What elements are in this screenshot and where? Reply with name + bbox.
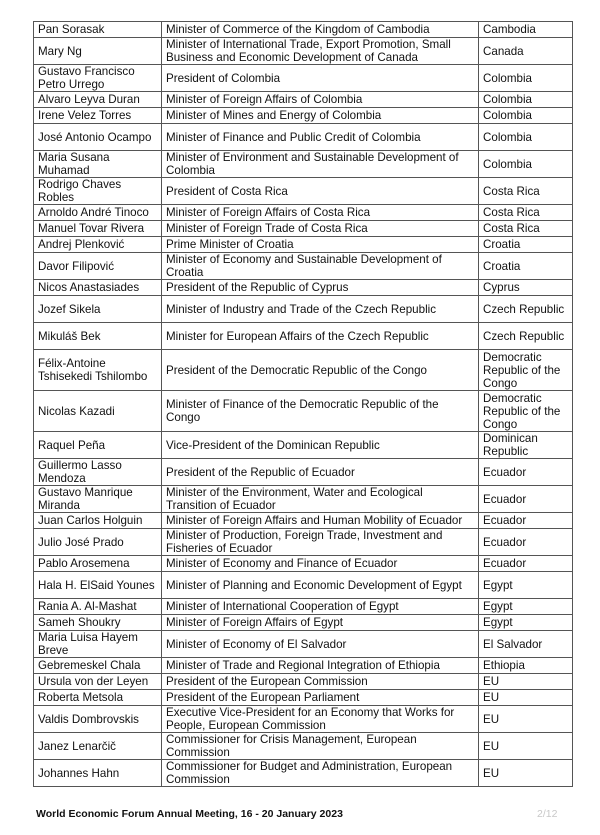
- table-row: [34, 631, 573, 658]
- attendee-country: Czech Republic: [479, 296, 573, 323]
- table-row: [34, 513, 573, 529]
- attendee-country: Czech Republic: [479, 323, 573, 350]
- attendee-role: Minister of Economy of El Salvador: [162, 631, 479, 658]
- attendee-name: Pan Sorasak: [34, 22, 162, 38]
- attendee-name: Arnoldo André Tinoco: [34, 205, 162, 221]
- attendee-country: Ecuador: [479, 556, 573, 572]
- attendee-role: Commissioner for Budget and Administration, European Commission: [162, 760, 479, 787]
- attendee-name: Mary Ng: [34, 38, 162, 65]
- attendee-role: Minister for European Affairs of the Czech Republic: [162, 323, 479, 350]
- attendee-country: Democratic Republic of the Congo: [479, 350, 573, 391]
- table-row: [34, 529, 573, 556]
- attendee-country: El Salvador: [479, 631, 573, 658]
- attendee-role: President of the Republic of Cyprus: [162, 280, 479, 296]
- attendee-name: Maria Susana Muhamad: [34, 151, 162, 178]
- table-row: [34, 65, 573, 92]
- attendee-role: President of the Republic of Ecuador: [162, 459, 479, 486]
- table-row: [34, 280, 573, 296]
- attendee-name: Nicos Anastasiades: [34, 280, 162, 296]
- table-row: [34, 205, 573, 221]
- attendee-name: José Antonio Ocampo: [34, 124, 162, 151]
- attendee-country: Colombia: [479, 65, 573, 92]
- attendee-country: Egypt: [479, 572, 573, 599]
- attendee-country: Colombia: [479, 151, 573, 178]
- table-row: [34, 690, 573, 706]
- attendee-name: Ursula von der Leyen: [34, 674, 162, 690]
- footer-title: World Economic Forum Annual Meeting, 16 - 20 January 2023: [36, 808, 343, 820]
- table-row: [34, 658, 573, 674]
- attendee-country: Colombia: [479, 92, 573, 108]
- table-row: [34, 221, 573, 237]
- attendee-role: Minister of Foreign Affairs and Human Mobility of Ecuador: [162, 513, 479, 529]
- attendee-role: Minister of Industry and Trade of the Czech Republic: [162, 296, 479, 323]
- table-row: [34, 674, 573, 690]
- attendees-table: [33, 21, 573, 787]
- table-row: [34, 323, 573, 350]
- attendee-country: Ecuador: [479, 513, 573, 529]
- table-row: [34, 391, 573, 432]
- attendee-name: Guillermo Lasso Mendoza: [34, 459, 162, 486]
- attendee-country: Egypt: [479, 599, 573, 615]
- attendee-role: Minister of International Cooperation of Egypt: [162, 599, 479, 615]
- table-row: [34, 296, 573, 323]
- attendee-country: Colombia: [479, 108, 573, 124]
- attendee-name: Mikuláš Bek: [34, 323, 162, 350]
- attendee-role: Minister of Foreign Affairs of Egypt: [162, 615, 479, 631]
- attendee-role: President of Colombia: [162, 65, 479, 92]
- attendee-name: Johannes Hahn: [34, 760, 162, 787]
- attendee-role: Vice-President of the Dominican Republic: [162, 432, 479, 459]
- table-row: [34, 253, 573, 280]
- attendee-role: Minister of International Trade, Export Promotion, Small Business and Economic Development of Canada: [162, 38, 479, 65]
- attendee-role: Minister of Economy and Sustainable Development of Croatia: [162, 253, 479, 280]
- attendee-name: Alvaro Leyva Duran: [34, 92, 162, 108]
- table-row: [34, 108, 573, 124]
- attendee-role: Minister of Finance of the Democratic Republic of the Congo: [162, 391, 479, 432]
- attendee-role: Minister of the Environment, Water and Ecological Transition of Ecuador: [162, 486, 479, 513]
- attendee-country: Canada: [479, 38, 573, 65]
- attendee-name: Félix-Antoine Tshisekedi Tshilombo: [34, 350, 162, 391]
- attendee-name: Gustavo Francisco Petro Urrego: [34, 65, 162, 92]
- attendee-role: Commissioner for Crisis Management, European Commission: [162, 733, 479, 760]
- attendee-role: Minister of Planning and Economic Development of Egypt: [162, 572, 479, 599]
- attendee-role: Minister of Mines and Energy of Colombia: [162, 108, 479, 124]
- attendee-name: Roberta Metsola: [34, 690, 162, 706]
- attendee-role: Minister of Foreign Affairs of Costa Rica: [162, 205, 479, 221]
- attendee-name: Manuel Tovar Rivera: [34, 221, 162, 237]
- attendee-country: Dominican Republic: [479, 432, 573, 459]
- attendee-role: Minister of Environment and Sustainable Development of Colombia: [162, 151, 479, 178]
- table-row: [34, 459, 573, 486]
- table-row: [34, 22, 573, 38]
- table-row: [34, 733, 573, 760]
- attendee-role: Minister of Foreign Affairs of Colombia: [162, 92, 479, 108]
- table-row: [34, 486, 573, 513]
- attendee-name: Gebremeskel Chala: [34, 658, 162, 674]
- attendee-country: EU: [479, 674, 573, 690]
- attendee-country: Costa Rica: [479, 178, 573, 205]
- table-row: [34, 151, 573, 178]
- attendee-role: President of the European Commission: [162, 674, 479, 690]
- table-row: [34, 124, 573, 151]
- attendee-country: Ethiopia: [479, 658, 573, 674]
- table-row: [34, 706, 573, 733]
- attendee-country: Costa Rica: [479, 205, 573, 221]
- table-row: [34, 572, 573, 599]
- attendee-country: Ecuador: [479, 529, 573, 556]
- table-row: [34, 556, 573, 572]
- attendee-country: Egypt: [479, 615, 573, 631]
- attendee-role: President of the European Parliament: [162, 690, 479, 706]
- attendee-name: Maria Luisa Hayem Breve: [34, 631, 162, 658]
- table-row: [34, 237, 573, 253]
- page-number: 2/12: [537, 808, 558, 820]
- attendee-country: Cambodia: [479, 22, 573, 38]
- attendee-role: Minister of Production, Foreign Trade, Investment and Fisheries of Ecuador: [162, 529, 479, 556]
- attendee-name: Janez Lenarčič: [34, 733, 162, 760]
- table-row: [34, 615, 573, 631]
- attendee-country: EU: [479, 690, 573, 706]
- attendee-role: Minister of Trade and Regional Integration of Ethiopia: [162, 658, 479, 674]
- attendee-name: Raquel Peña: [34, 432, 162, 459]
- attendee-name: Julio José Prado: [34, 529, 162, 556]
- attendee-country: Colombia: [479, 124, 573, 151]
- attendee-name: Jozef Sikela: [34, 296, 162, 323]
- attendee-name: Andrej Plenković: [34, 237, 162, 253]
- table-row: [34, 92, 573, 108]
- attendee-country: Ecuador: [479, 459, 573, 486]
- table-row: [34, 350, 573, 391]
- attendee-country: EU: [479, 760, 573, 787]
- attendee-name: Sameh Shoukry: [34, 615, 162, 631]
- attendee-name: Hala H. ElSaid Younes: [34, 572, 162, 599]
- attendee-name: Irene Velez Torres: [34, 108, 162, 124]
- table-row: [34, 178, 573, 205]
- attendee-country: Democratic Republic of the Congo: [479, 391, 573, 432]
- attendee-role: Minister of Foreign Trade of Costa Rica: [162, 221, 479, 237]
- attendee-role: Minister of Commerce of the Kingdom of Cambodia: [162, 22, 479, 38]
- attendee-name: Davor Filipović: [34, 253, 162, 280]
- attendee-name: Nicolas Kazadi: [34, 391, 162, 432]
- attendee-role: Executive Vice-President for an Economy that Works for People, European Commission: [162, 706, 479, 733]
- table-row: [34, 38, 573, 65]
- attendee-role: Minister of Finance and Public Credit of Colombia: [162, 124, 479, 151]
- attendee-name: Gustavo Manrique Miranda: [34, 486, 162, 513]
- attendee-role: Prime Minister of Croatia: [162, 237, 479, 253]
- attendee-country: Cyprus: [479, 280, 573, 296]
- attendee-name: Rania A. Al-Mashat: [34, 599, 162, 615]
- table-row: [34, 760, 573, 787]
- attendee-country: Costa Rica: [479, 221, 573, 237]
- attendee-name: Juan Carlos Holguin: [34, 513, 162, 529]
- table-row: [34, 432, 573, 459]
- attendee-name: Rodrigo Chaves Robles: [34, 178, 162, 205]
- attendee-country: EU: [479, 706, 573, 733]
- attendee-role: President of the Democratic Republic of the Congo: [162, 350, 479, 391]
- attendee-role: President of Costa Rica: [162, 178, 479, 205]
- attendee-name: Pablo Arosemena: [34, 556, 162, 572]
- table-row: [34, 599, 573, 615]
- attendee-role: Minister of Economy and Finance of Ecuador: [162, 556, 479, 572]
- attendee-country: Croatia: [479, 253, 573, 280]
- attendee-country: Ecuador: [479, 486, 573, 513]
- attendee-country: EU: [479, 733, 573, 760]
- attendee-name: Valdis Dombrovskis: [34, 706, 162, 733]
- attendee-country: Croatia: [479, 237, 573, 253]
